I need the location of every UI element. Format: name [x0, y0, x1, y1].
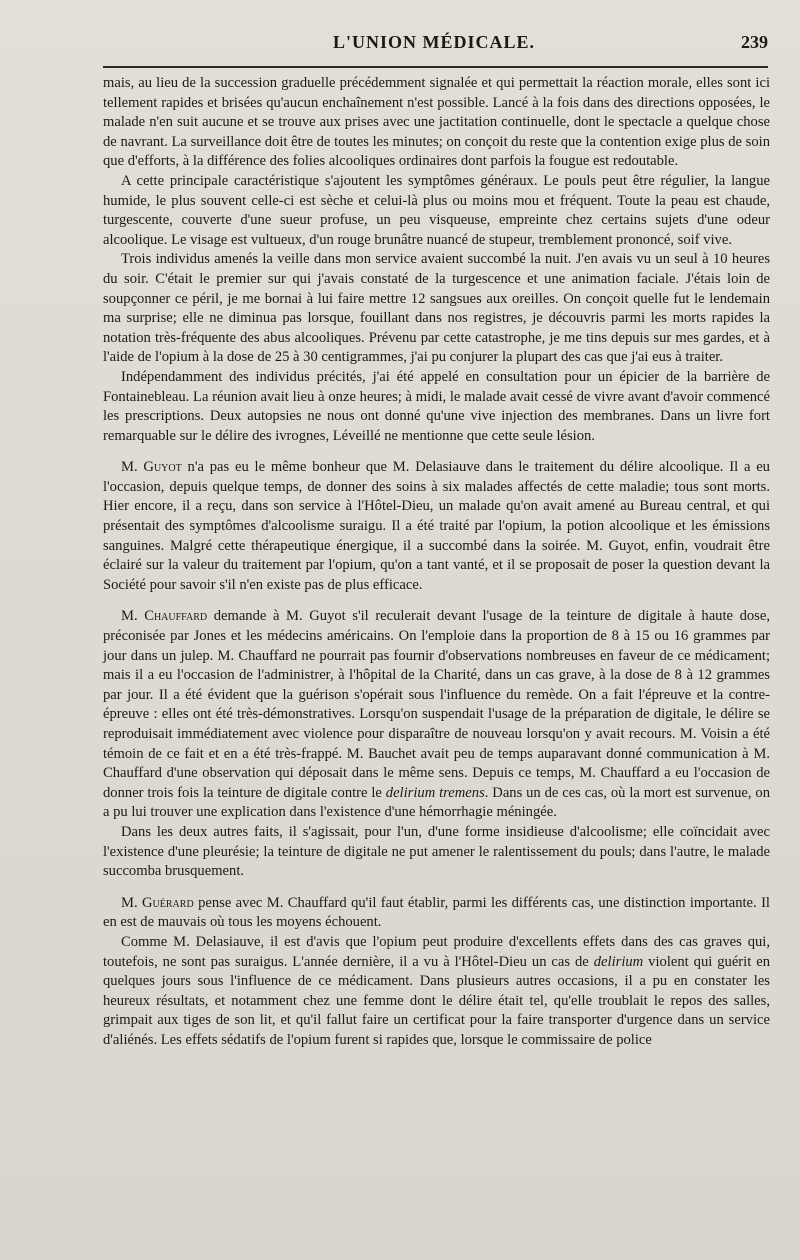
paragraph-text: pense avec M. Chauffard qu'il faut établir, parmi les différents cas, une distinction importante. Il en est de mauvais où tous les moyens échouent.	[103, 894, 770, 931]
paragraph-text: violent qui guérit en quelques jours sous l'influence de ce médicament. Dans plusieurs autres occasions, il a pu en constater les heureux résultats, et notamment chez une femme dont le délire était tel, qu'elle troublait le repos des salles, grimpait aux tiges de son lit, et qu'il fallut faire un certificat pour la faire transporter d'urgence dans un service d'aliénés. Les effets sédatifs de l'opium furent si rapides que, lorsque le commissaire de police	[103, 953, 770, 1048]
speaker-name: M. Guérard	[121, 894, 194, 911]
header-rule	[103, 66, 768, 68]
paragraph: mais, au lieu de la succession graduelle précédemment signalée et qui permettait la réaction morale, elles sont ici tellement rapides et brisées qu'aucun enchaînement n'est possible. Lancé à la fois dans des directions opposées, le malade n'en suit aucune et se trouve aux prises avec une jactitation continuelle, dont le spectacle a quelque chose de navrant. La surveillance doit être de toutes les minutes; on conçoit du reste que la contention exige plus de soin que d'efforts, à la différence des folies alcooliques ordinaires dont parfois la fougue est redoutable.	[103, 75, 770, 170]
paragraph: Indépendamment des individus précités, j'ai été appelé en consultation pour un épicier de la barrière de Fontainebleau. La réunion avait lieu à onze heures; à midi, le malade avait cessé de vivre avant d'avoir commencé les prescriptions. Deux autopsies ne nous ont donné qu'une vive injection des membranes. Dans un livre fort remarquable sur le délire des ivrognes, Léveillé ne mentionne que cette seule lésion.	[103, 368, 770, 444]
paragraph-guerard	[103, 894, 770, 933]
paragraph-text: Comme M. Delasiauve, il est d'avis que l'opium peut produire d'excellents effets dans des cas graves qui, toutefois, ne sont pas suraigus. L'année dernière, il a vu à l'Hôtel-Dieu un cas de	[103, 933, 770, 970]
paragraph: Dans les deux autres faits, il s'agissait, pour l'un, d'une forme insidieuse d'alcoolisme; elle coïncidait avec l'existence d'une pleurésie; la teinture de digitale ne put amener le ralentissement du pouls; dans l'autre, le malade succomba brusquement.	[103, 823, 770, 880]
paragraph-text: n'a pas eu le même bonheur que M. Delasiauve dans le traitement du délire alcoolique. Il a eu l'occasion, depuis quelque temps, de donner des soins à six malades affectés de cette maladie; tous sont morts. Hier encore, il a reçu, dans son service à l'Hôtel-Dieu, un malade qu'on avait amené au Bureau central, et qui présentait des symptômes d'alcoolisme suraigu. Il a été traité par l'opium, la potion alcoolique et les émissions sanguines. Malgré cette thérapeutique énergique, il a succombé dans la soirée. M. Guyot, enfin, voudrait être éclairé sur la valeur du traitement par l'opium, qu'on a tant vanté, et il se proposait de poser la question devant la Société pour savoir s'il n'en existe pas de plus efficace.	[103, 459, 770, 593]
speaker-name: M. Guyot	[121, 459, 182, 476]
running-header	[100, 26, 768, 56]
paragraph-text: demande à M. Guyot s'il reculerait devant l'usage de la teinture de digitale à haute dose, préconisée par Jones et les médecins américains. On l'emploie dans la proportion de 8 à 15 ou 16 grammes par jour dans un julep. M. Chauffard ne pourrait pas fournir d'observations nombreuses en faveur de ce médicament; mais il a eu l'occasion de l'administrer, à l'hôpital de la Charité, dans un cas grave, à la dose de 8 à 12 grammes par jour. Il a été évident que la guérison s'opérait sous l'influence du remède. On a fait l'épreuve et la contre-épreuve : elles ont été très-démonstratives. Lorsqu'on suspendait l'usage de la préparation de digitale, le délire se reproduisait immédiatement avec violence pour disparaître de nouveau lorsqu'on y avait recours. M. Voisin a été témoin de ce fait et en a été très-frappé. M. Bauchet avait peu de temps auparavant donné communication à M. Chauffard d'une observation qui déposait dans le même sens. Depuis ce temps, M. Chauffard a eu l'occasion de donner trois fois la teinture de digitale contre le	[103, 608, 770, 801]
journal-title: L'UNION MÉDICALE.	[332, 32, 536, 52]
paragraph-chauffard	[103, 607, 770, 823]
paragraph-guyot	[103, 458, 770, 595]
paragraph: A cette principale caractéristique s'ajoutent les symptômes généraux. Le pouls peut être régulier, la langue humide, le plus souvent celle-ci est sèche et celui-là plus ou moins mou et fréquent. Toute la peau est chaude, turgescente, couverte d'une sueur profuse, un peu visqueuse, empreinte chez certains sujets d'une odeur alcoolique. Le visage est vultueux, d'un rouge brunâtre nuancé de stupeur, tremblement prononcé, soif vive.	[103, 172, 770, 248]
italic-term: delirium	[593, 953, 644, 970]
paragraph	[103, 933, 770, 1051]
paragraph: Trois individus amenés la veille dans mon service avaient succombé la nuit. J'en avais vu un seul à 10 heures du soir. C'était le premier sur qui j'avais constaté de la turgescence et une animation faciale. J'étais loin de soupçonner ce péril, je me bornai à lui faire mettre 12 sangsues aux oreilles. On conçoit quelle fut le lendemain ma surprise; elle ne diminua pas lorsque, fouillant dans nos registres, je découvris parmi les morts rapides la notation très-fréquente des abus alcooliques. Prévenu par cette catastrophe, je me tins depuis sur mes gardes, et à l'aide de l'opium à la dose de 25 à 30 centigrammes, j'ai pu conjurer la plupart des cas que j'ai eus à traiter.	[103, 251, 770, 366]
italic-term: delirium tremens	[385, 784, 485, 801]
article-body	[103, 74, 770, 1051]
page-number: 239	[741, 32, 768, 52]
speaker-name: M. Chauffard	[121, 608, 208, 625]
paragraph-text: . Dans un de ces cas, où la mort est survenue, on a pu lui trouver une explication dans l'existence d'une hémorrhagie méningée.	[103, 784, 770, 821]
